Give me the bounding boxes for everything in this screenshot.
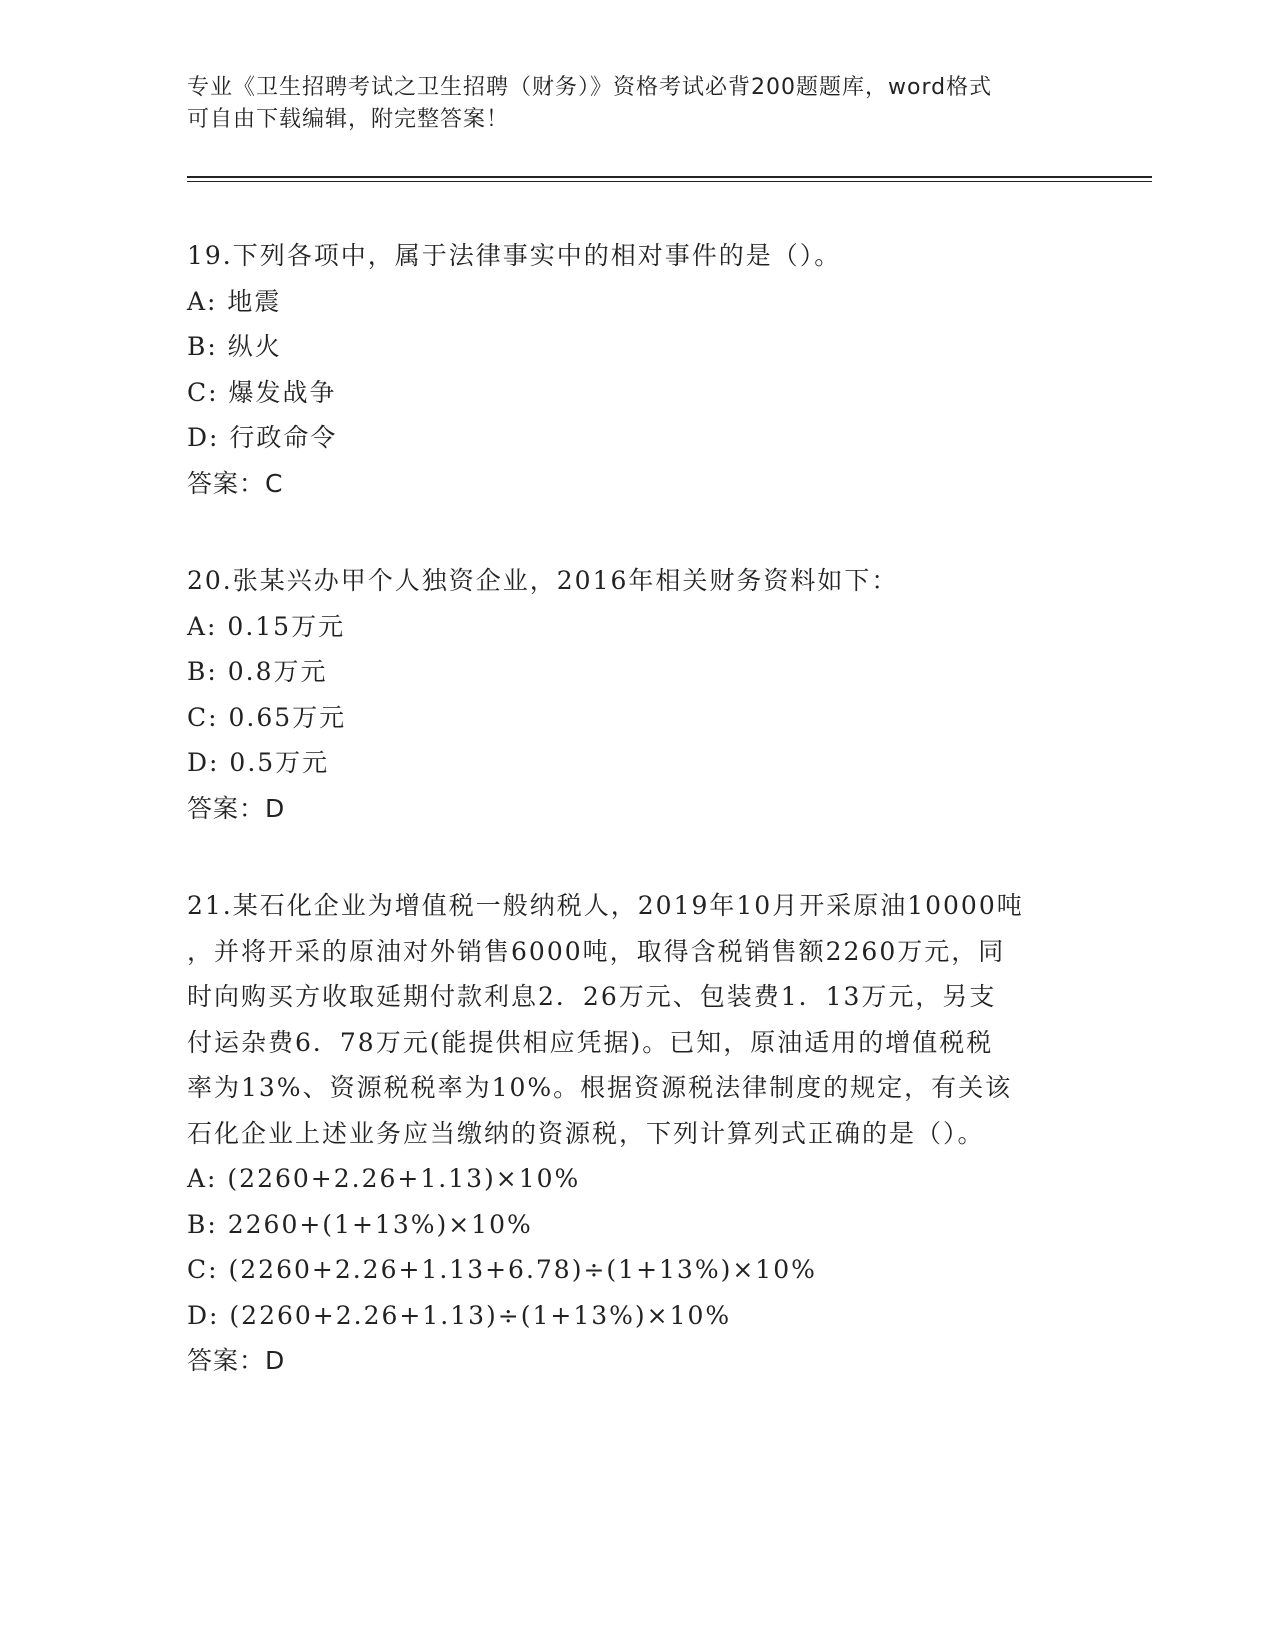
document-header [187,72,1087,136]
question-stem-line: ，并将开采的原油对外销售6000吨，取得含税销售额2260万元，同 [187,936,1006,966]
option-a: A: 0.15万元 [187,611,346,641]
header-divider-bottom [187,181,1152,182]
option-b: B: 0.8万元 [187,657,328,686]
option-c: C: 爆发战争 [187,377,337,407]
option-d: D: 0.5万元 [187,748,330,777]
option-b: B: 2260+(1+13%)×10% [187,1209,533,1239]
answer: 答案：C [187,468,284,498]
question-21 [187,883,1087,1384]
question-stem-line: 21.某石化企业为增值税一般纳税人，2019年10月开采原油10000吨 [187,891,1024,920]
header-line-1: 专业《卫生招聘考试之卫生招聘（财务）》资格考试必背200题题库，word格式 [187,75,993,100]
option-d: D: 行政命令 [187,423,338,452]
answer: 答案：D [187,793,286,823]
header-divider-top [187,176,1152,178]
question-stem: 19.下列各项中，属于法律事实中的相对事件的是（）。 [187,241,842,270]
question-stem-line: 付运杂费6．78万元(能提供相应凭据)。已知，原油适用的增值税税 [187,1027,994,1057]
question-stem-line: 时向购买方收取延期付款利息2．26万元、包装费1．13万元，另支 [187,982,997,1011]
question-list [187,233,1087,1436]
question-20 [187,558,1087,831]
option-d: D: (2260+2.26+1.13)÷(1+13%)×10% [187,1300,732,1330]
question-19 [187,233,1087,506]
option-a: A: (2260+2.26+1.13)×10% [187,1164,581,1193]
option-a: A: 地震 [187,286,282,316]
question-stem-line: 率为13%、资源税税率为10%。根据资源税法律制度的规定，有关该 [187,1073,1013,1102]
option-c: C: (2260+2.26+1.13+6.78)÷(1+13%)×10% [187,1255,817,1284]
option-c: C: 0.65万元 [187,702,347,732]
question-stem-line: 石化企业上述业务应当缴纳的资源税，下列计算列式正确的是（）。 [187,1118,985,1148]
answer: 答案：D [187,1346,286,1375]
question-stem: 20.张某兴办甲个人独资企业，2016年相关财务资料如下： [187,566,899,595]
header-line-2: 可自由下载编辑，附完整答案！ [187,107,510,132]
option-b: B: 纵火 [187,332,282,361]
